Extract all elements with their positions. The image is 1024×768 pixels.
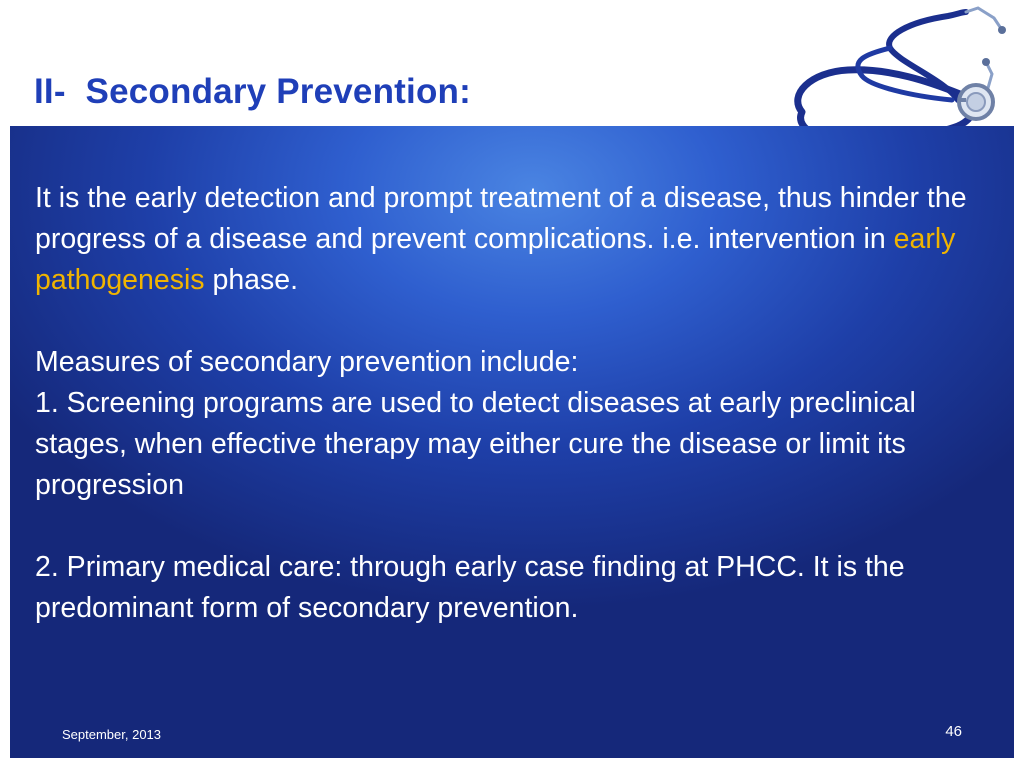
measure-item-2: 2. Primary medical care: through early case finding at PHCC. It is the predominant form of secondary prevention.: [35, 551, 905, 624]
page-number: 46: [945, 723, 962, 740]
measures-intro: Measures of secondary prevention include:: [35, 346, 579, 378]
definition-end-text: phase.: [204, 264, 299, 296]
footer-date: September, 2013: [62, 727, 162, 742]
measure-item-1: 1. Screening programs are used to detect diseases at early preclinical stages, when effective therapy may either cure the disease or limit its progression: [35, 387, 916, 501]
definition-paragraph: [35, 178, 1003, 301]
definition-text: It is the early detection and prompt treatment of a disease, thus hinder the progress of a disease and prevent complications. i.e. intervention in: [35, 182, 967, 255]
highlighted-phrase: early pathogenesis: [35, 223, 956, 296]
slide-title: II- Secondary Prevention:: [34, 72, 471, 111]
body-text: [35, 178, 1003, 629]
content-panel: [10, 126, 1014, 758]
